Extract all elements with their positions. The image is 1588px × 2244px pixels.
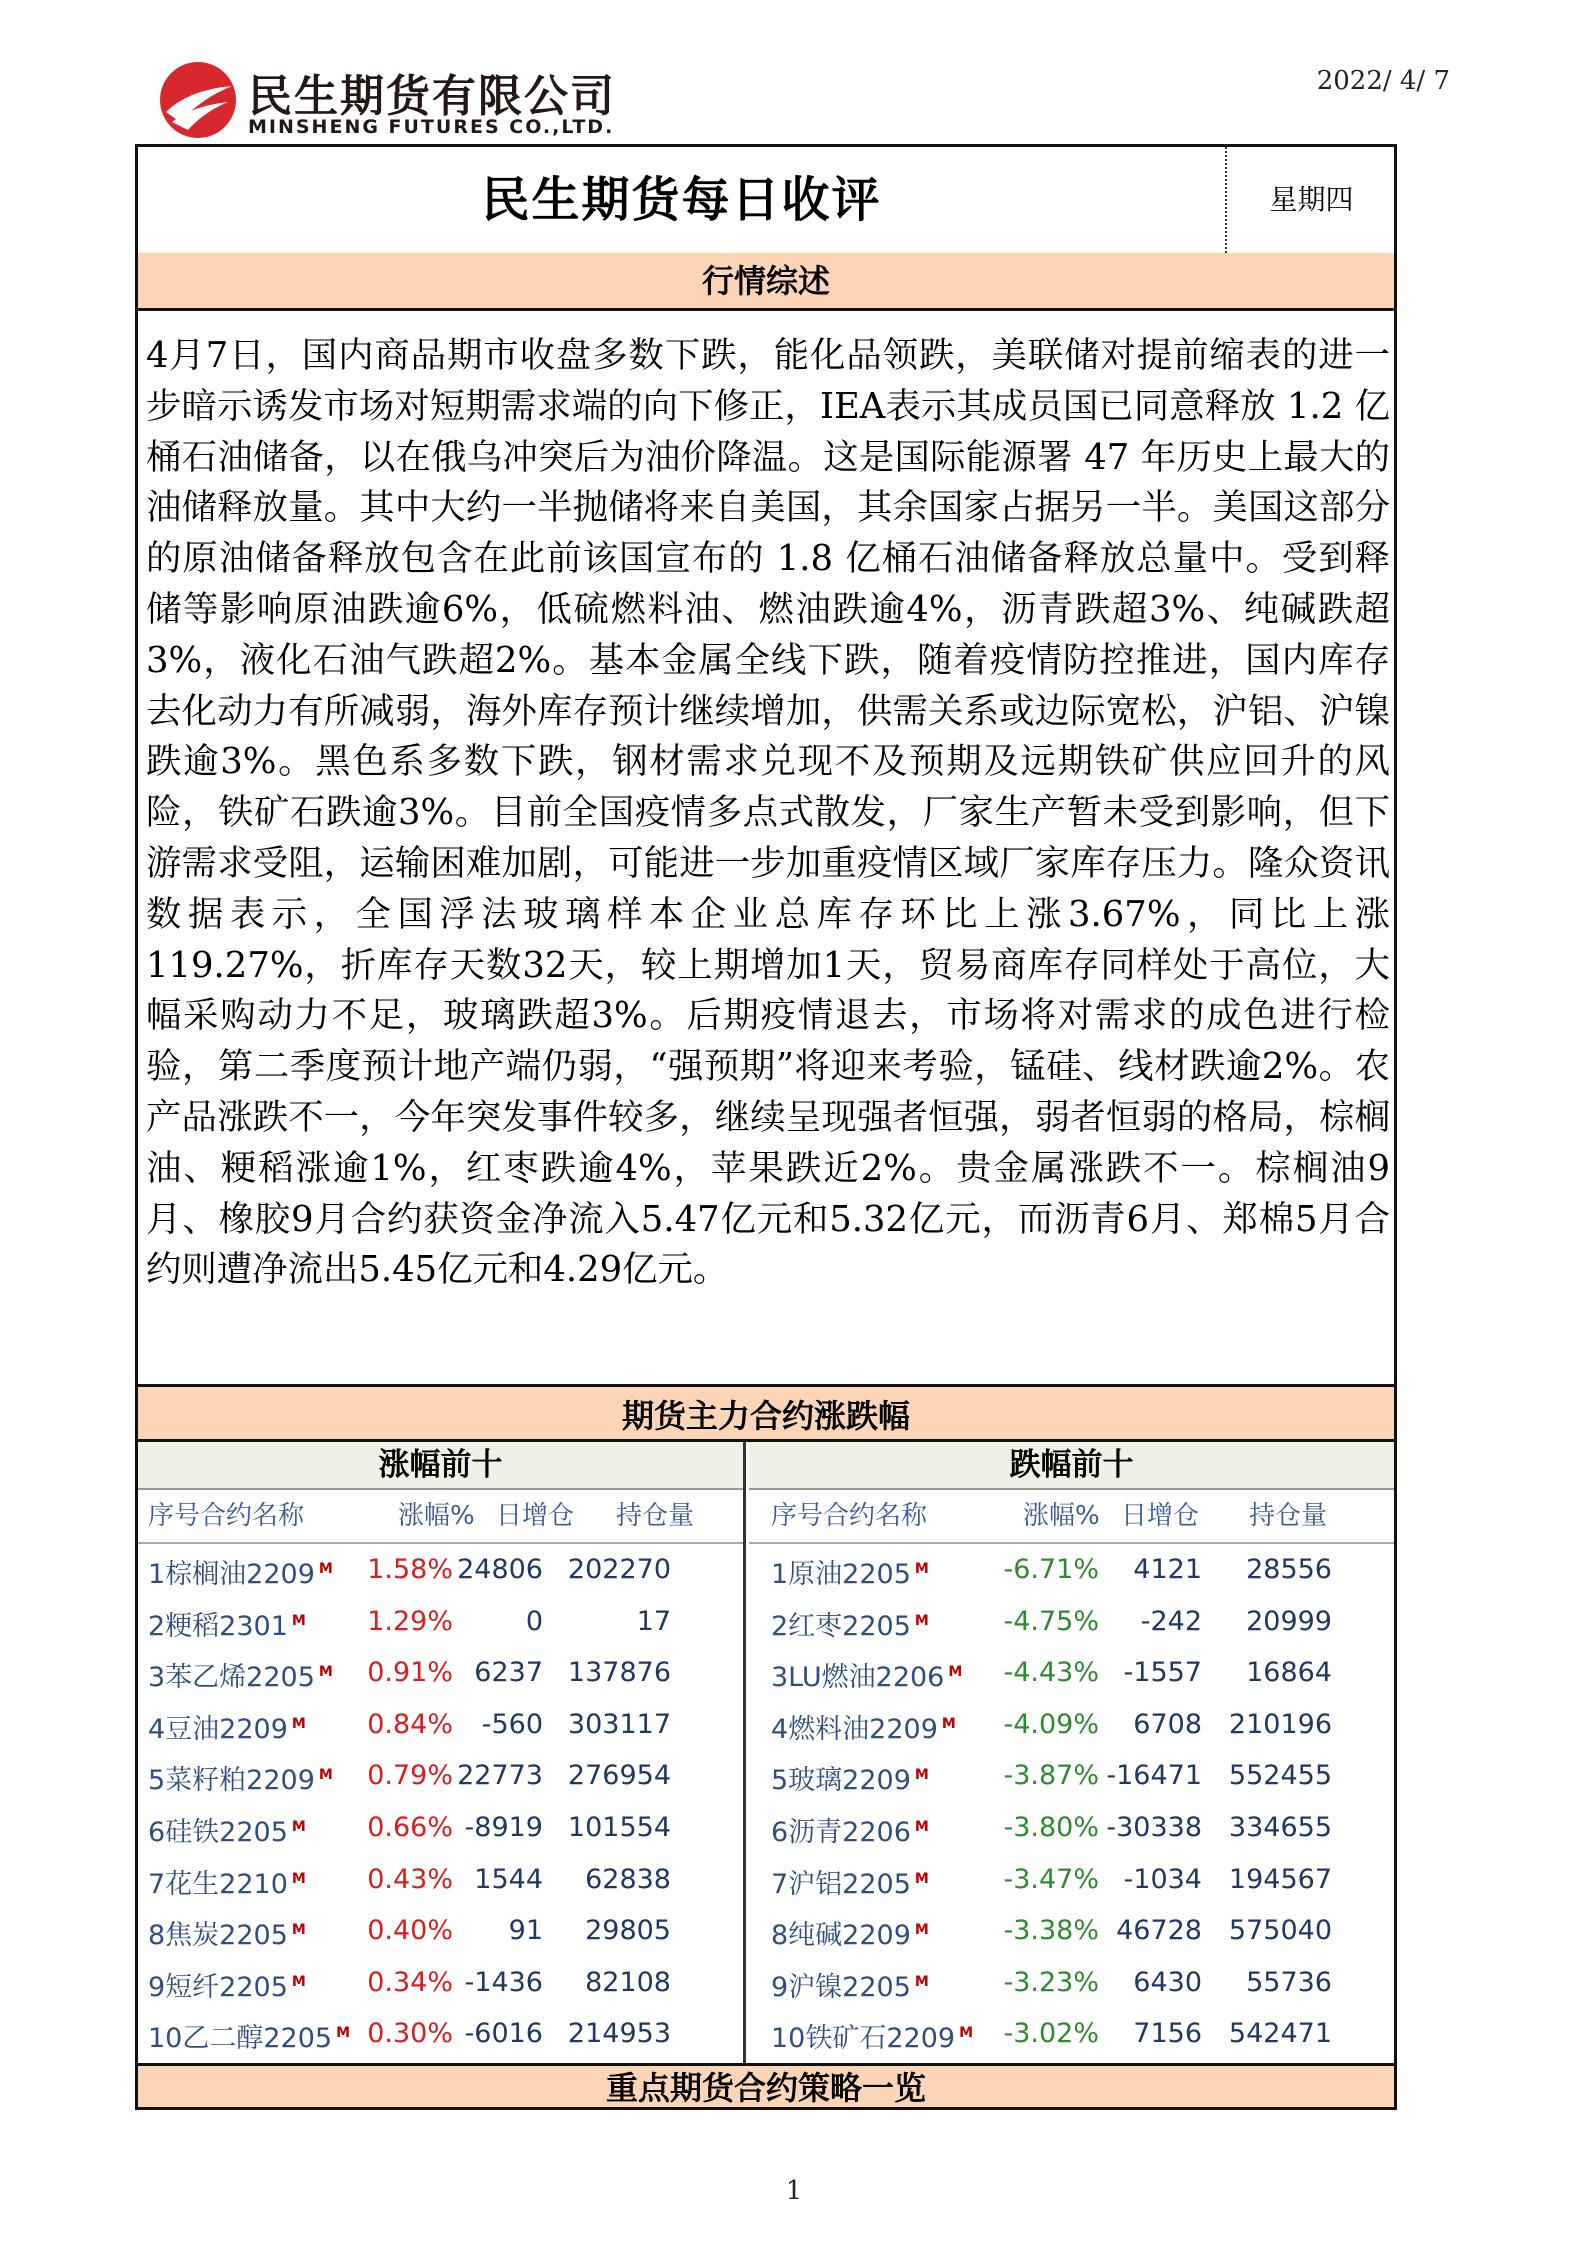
contract-name — [148, 1854, 306, 1911]
contract-name-text: 6沥青2206 — [771, 1816, 911, 1848]
cell-oi: 16864 — [1246, 1657, 1332, 1689]
contract-name — [148, 1699, 306, 1756]
contract-name-text: 2粳稻2301 — [148, 1610, 288, 1642]
cell-chg: -8919 — [464, 1811, 543, 1843]
contract-name-text: 3LU燃油2206 — [771, 1662, 945, 1694]
table-row — [138, 1647, 743, 1699]
contract-name — [148, 1802, 306, 1859]
cell-oi: 28556 — [1246, 1554, 1332, 1585]
cell-pct: -4.09% — [1003, 1708, 1099, 1740]
table-row — [138, 1699, 743, 1751]
cell-oi: 194567 — [1228, 1863, 1332, 1895]
cell-pct: -3.23% — [1003, 1966, 1099, 1998]
main-contract-flag: M — [948, 1664, 963, 1681]
main-contract-flag: M — [291, 1715, 306, 1732]
contract-name-text: 3苯乙烯2205 — [148, 1662, 315, 1694]
cell-chg: -1034 — [1123, 1863, 1202, 1895]
cell-oi: 82108 — [585, 1966, 671, 1998]
contract-name-text: 10铁矿石2209 — [771, 2023, 956, 2055]
section-overview-header: 行情综述 — [138, 253, 1394, 311]
contract-name — [771, 1699, 956, 1756]
main-contract-flag: M — [914, 1922, 929, 1939]
contract-name — [771, 1905, 929, 1962]
cell-oi: 214953 — [567, 2018, 671, 2050]
table-row — [749, 1750, 1394, 1802]
table-row — [138, 1596, 743, 1648]
cell-chg: -6016 — [464, 2018, 543, 2050]
col-name: 序号合约名称 — [148, 1501, 305, 1531]
cell-pct: -6.71% — [1003, 1554, 1099, 1585]
contract-name — [148, 1957, 306, 2014]
contract-name-text: 5菜籽粕2209 — [148, 1765, 315, 1797]
cell-pct: -3.80% — [1003, 1811, 1099, 1843]
contract-name — [771, 1802, 929, 1859]
main-contract-flag: M — [291, 1870, 306, 1887]
cell-pct: -3.02% — [1003, 2018, 1099, 2050]
cell-pct: 1.29% — [367, 1605, 453, 1637]
table-row — [138, 1905, 743, 1957]
losers-title: 跌幅前十 — [749, 1442, 1394, 1490]
main-contract-flag: M — [914, 1870, 929, 1887]
main-contract-flag: M — [318, 1767, 333, 1784]
cell-chg: 7156 — [1133, 2018, 1202, 2050]
cell-chg: -16471 — [1106, 1760, 1202, 1792]
contract-name-text: 7花生2210 — [148, 1868, 288, 1900]
cell-pct: 0.66% — [367, 1811, 453, 1843]
gainers-table — [138, 1442, 746, 2063]
report-title: 民生期货每日收评 — [481, 172, 882, 228]
cell-pct: -3.87% — [1003, 1760, 1099, 1792]
cell-chg: -1436 — [464, 1966, 543, 1998]
table-row — [138, 1854, 743, 1906]
contract-name — [771, 1596, 929, 1653]
cell-chg: -242 — [1140, 1605, 1202, 1637]
main-contract-flag: M — [914, 1612, 929, 1629]
main-contract-flag: M — [291, 1612, 306, 1629]
cell-oi: 276954 — [567, 1760, 671, 1792]
col-oi: 持仓量 — [616, 1501, 695, 1531]
cell-chg: 0 — [525, 1605, 543, 1637]
contract-name — [771, 1647, 962, 1704]
contract-name — [148, 1596, 306, 1653]
gainers-title: 涨幅前十 — [138, 1442, 743, 1490]
gainers-column-header — [138, 1490, 743, 1544]
cell-oi: 334655 — [1228, 1811, 1332, 1843]
cell-pct: 0.43% — [367, 1863, 453, 1895]
contract-name-text: 8焦炭2205 — [148, 1920, 288, 1952]
contract-name-text: 7沪铝2205 — [771, 1868, 911, 1900]
cell-pct: -4.75% — [1003, 1605, 1099, 1637]
cell-chg: 1544 — [474, 1863, 543, 1895]
contract-name-text: 5玻璃2209 — [771, 1765, 911, 1797]
contract-name-text: 8纯碱2209 — [771, 1920, 911, 1952]
col-chg: 日增仓 — [496, 1501, 575, 1531]
main-contract-flag: M — [941, 1715, 956, 1732]
main-contract-flag: M — [318, 1664, 333, 1681]
cell-oi: 303117 — [567, 1708, 671, 1740]
contract-name-text: 10乙二醇2205 — [148, 2023, 333, 2055]
table-row — [749, 1957, 1394, 2009]
company-logo — [158, 58, 658, 142]
cell-pct: -4.43% — [1003, 1657, 1099, 1689]
cell-oi: 575040 — [1228, 1915, 1332, 1947]
market-summary: 4月7日，国内商品期市收盘多数下跌，能化品领跌，美联储对提前缩表的进一步暗示诱发市场对短期需求端的向下修正，IEA表示其成员国已同意释放 1.2 亿桶石油储备，以在俄乌冲突后为油价降温。这是国际能源署 47 年历史上最大的油储释放量。其中大约一半抛储将来自美国，其余国家占据另一半。美国这部分的原油储备释放包含在此前该国宣布的 1.8 亿桶石油储备释放总量中。受到释储等影响原油跌逾6%，低硫燃料油、燃油跌逾4%，沥青跌超3%、纯碱跌超3%，液化石油气跌超2%。基本金属全线下跌，随着疫情防控推进，国内库存去化动力有所减弱，海外库存预计继续增加，供需关系或边际宽松，沪铝、沪镍跌逾3%。黑色系多数下跌，钢材需求兑现不及预期及远期铁矿供应回升的风险，铁矿石跌逾3%。目前全国疫情多点式散发，厂家生产暂未受到影响，但下游需求受阻，运输困难加剧，可能进一步加重疫情区域厂家库存压力。隆众资讯数据表示，全国浮法玻璃样本企业总库存环比上涨3.67%，同比上涨119.27%，折库存天数32天，较上期增加1天，贸易商库存同样处于高位，大幅采购动力不足，玻璃跌超3%。后期疫情退去，市场将对需求的成色进行检验，第二季度预计地产端仍弱，“强预期”将迎来考验，锰硅、线材跌逾2%。农产品涨跌不一，今年突发事件较多，继续呈现强者恒强，弱者恒弱的格局，棕榈油、粳稻涨逾1%，红枣跌逾4%，苹果跌近2%。贵金属涨跌不一。棕榈油9月、橡胶9月合约获资金净流入5.47亿元和5.32亿元，而沥青6月、郑棉5月合约则遭净流出5.45亿元和4.29亿元。 — [146, 335, 1390, 1291]
col-pct: 涨幅% — [398, 1501, 475, 1531]
losers-rows — [749, 1544, 1394, 2060]
cell-pct: 0.91% — [367, 1657, 453, 1689]
col-oi: 持仓量 — [1249, 1501, 1328, 1531]
table-row — [749, 1854, 1394, 1906]
cell-oi: 29805 — [585, 1915, 671, 1947]
col-pct: 涨幅% — [1023, 1501, 1100, 1531]
main-contract-flag: M — [291, 1922, 306, 1939]
cell-chg: 6430 — [1133, 1966, 1202, 1998]
table-row — [749, 1802, 1394, 1854]
cell-chg: 6708 — [1133, 1708, 1202, 1740]
cell-chg: 6237 — [474, 1657, 543, 1689]
main-contract-flag: M — [914, 1767, 929, 1784]
cell-oi: 55736 — [1246, 1966, 1332, 1998]
cell-chg: -1557 — [1123, 1657, 1202, 1689]
cell-oi: 202270 — [567, 1554, 671, 1585]
cell-pct: 0.30% — [367, 2018, 453, 2050]
contract-name — [148, 1750, 333, 1807]
cell-chg: 91 — [508, 1915, 543, 1947]
contract-name-text: 1原油2205 — [771, 1559, 911, 1590]
contract-name-text: 4燃料油2209 — [771, 1713, 938, 1745]
cell-pct: 1.58% — [367, 1554, 453, 1585]
table-row — [138, 2008, 743, 2060]
contract-name — [771, 1544, 929, 1601]
table-row — [138, 1544, 743, 1596]
cell-pct: 0.79% — [367, 1760, 453, 1792]
cell-pct: 0.40% — [367, 1915, 453, 1947]
report-frame — [135, 144, 1397, 2110]
cell-chg: 22773 — [457, 1760, 543, 1792]
table-row — [749, 1596, 1394, 1648]
section-strategy-header: 重点期货合约策略一览 — [138, 2063, 1394, 2107]
col-chg: 日增仓 — [1121, 1501, 1200, 1531]
table-row — [749, 1699, 1394, 1751]
losers-table — [749, 1442, 1394, 2063]
main-contract-flag: M — [336, 2025, 351, 2042]
cell-chg: 46728 — [1116, 1915, 1202, 1947]
main-contract-flag: M — [291, 1973, 306, 1990]
main-contract-flag: M — [291, 1818, 306, 1835]
contract-name — [148, 2008, 350, 2065]
main-contract-flag: M — [959, 2025, 974, 2042]
cell-chg: 24806 — [457, 1554, 543, 1585]
contract-name-text: 4豆油2209 — [148, 1713, 288, 1745]
cell-oi: 552455 — [1228, 1760, 1332, 1792]
cell-oi: 542471 — [1228, 2018, 1332, 2050]
contract-name-text: 2红枣2205 — [771, 1610, 911, 1642]
table-row — [749, 1544, 1394, 1596]
report-date: 2022/ 4/ 7 — [1316, 66, 1450, 96]
cell-chg: 4121 — [1133, 1554, 1202, 1585]
main-contract-flag: M — [914, 1818, 929, 1835]
cell-oi: 101554 — [567, 1811, 671, 1843]
minsheng-logo-icon — [158, 60, 238, 140]
contract-name — [148, 1647, 333, 1704]
cell-pct: -3.47% — [1003, 1863, 1099, 1895]
main-contract-flag: M — [914, 1973, 929, 1990]
contract-name-text: 9短纤2205 — [148, 1971, 288, 2003]
cell-oi: 20999 — [1246, 1605, 1332, 1637]
main-contract-flag: M — [914, 1561, 929, 1577]
cell-oi: 17 — [636, 1605, 671, 1637]
table-row — [749, 1647, 1394, 1699]
table-row — [138, 1750, 743, 1802]
losers-column-header — [749, 1490, 1394, 1544]
company-name-en: MINSHENG FUTURES CO.,LTD. — [248, 116, 615, 138]
table-row — [749, 2008, 1394, 2060]
title-row — [138, 147, 1394, 256]
contract-name — [771, 1957, 929, 2014]
table-row — [749, 1905, 1394, 1957]
gainers-rows — [138, 1544, 743, 2060]
main-contract-flag: M — [318, 1561, 333, 1577]
cell-oi: 210196 — [1228, 1708, 1332, 1740]
col-name: 序号合约名称 — [771, 1501, 928, 1531]
section-movers-header: 期货主力合约涨跌幅 — [138, 1384, 1394, 1442]
cell-oi: 62838 — [585, 1863, 671, 1895]
cell-chg: -30338 — [1106, 1811, 1202, 1843]
cell-pct: -3.38% — [1003, 1915, 1099, 1947]
contract-name — [771, 2008, 973, 2065]
contract-name-text: 1棕榈油2209 — [148, 1559, 315, 1590]
cell-oi: 137876 — [567, 1657, 671, 1689]
contract-name — [148, 1544, 333, 1601]
weekday: 星期四 — [1225, 147, 1396, 253]
table-row — [138, 1802, 743, 1854]
cell-chg: -560 — [481, 1708, 543, 1740]
company-name-cn: 民生期货有限公司 — [248, 71, 616, 122]
contract-name — [148, 1905, 306, 1962]
contract-name — [771, 1854, 929, 1911]
contract-name-text: 9沪镍2205 — [771, 1971, 911, 2003]
table-row — [138, 1957, 743, 2009]
cell-pct: 0.34% — [367, 1966, 453, 1998]
page-number: 1 — [785, 2176, 803, 2206]
contract-name — [771, 1750, 929, 1807]
cell-pct: 0.84% — [367, 1708, 453, 1740]
contract-name-text: 6硅铁2205 — [148, 1816, 288, 1848]
